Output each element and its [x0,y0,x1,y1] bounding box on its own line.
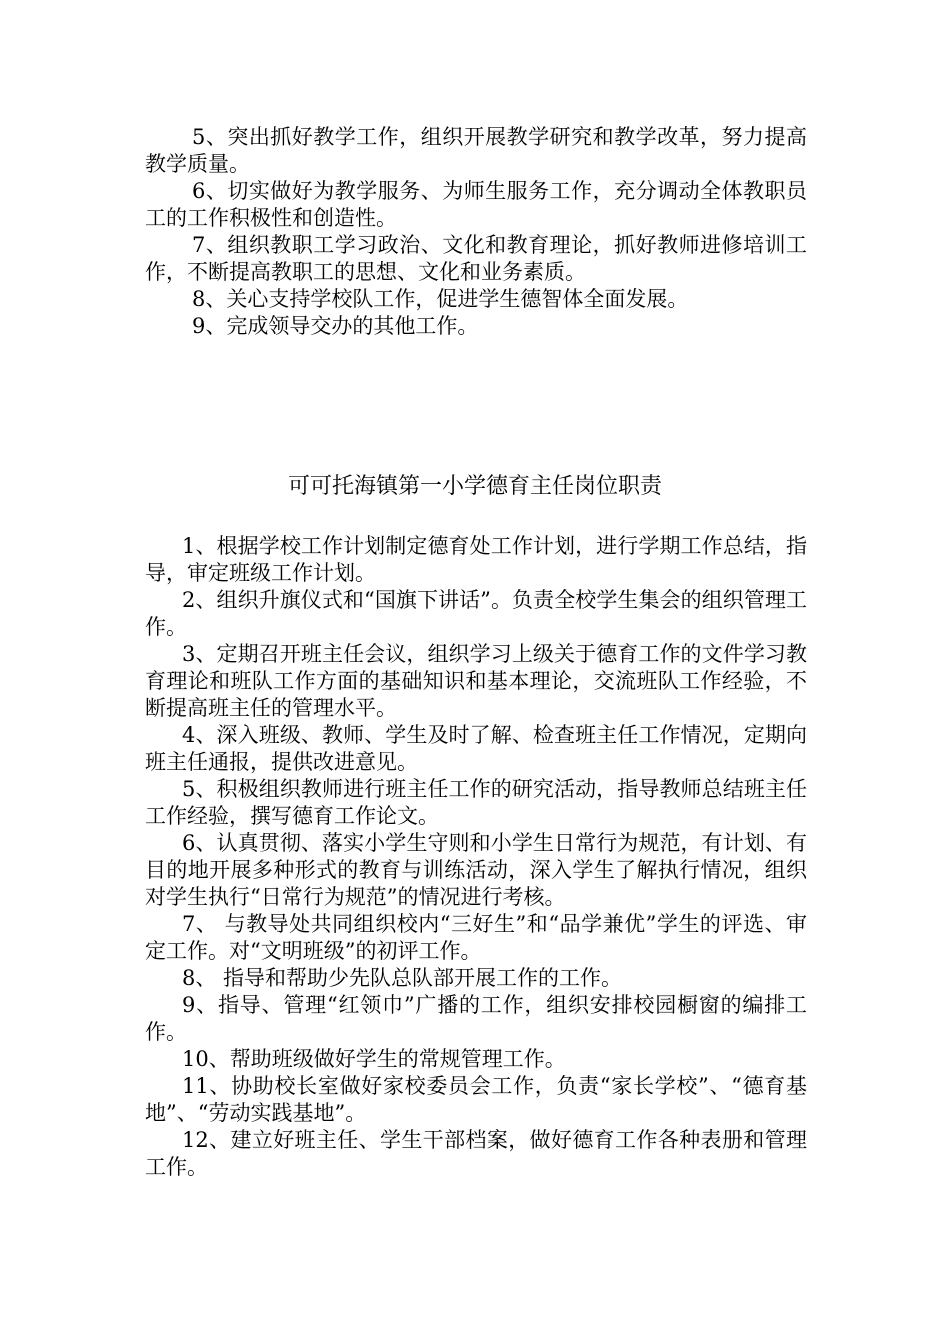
previous-duties-list [145,124,807,340]
list-item: 6、认真贯彻、落实小学生守则和小学生日常行为规范，有计划、有目的地开展多种形式的教育与训练活动，深入学生了解执行情况，组织对学生执行“日常行为规范”的情况进行考核。 [145,831,807,909]
list-item: 9、完成领导交办的其他工作。 [192,314,479,338]
list-item: 9、指导、管理“红领巾”广播的工作，组织安排校园橱窗的编排工作。 [145,993,807,1044]
list-item: 5、积极组织教师进行班主任工作的研究活动，指导教师总结班主任工作经验，撰写德育工作论文。 [145,777,807,828]
list-item: 10、帮助班级做好学生的常规管理工作。 [182,1047,566,1071]
list-item: 6、切实做好为教学服务、为师生服务工作，充分调动全体教职员工的工作积极性和创造性。 [145,179,807,230]
list-item: 8、关心支持学校队工作，促进学生德智体全面发展。 [192,287,689,311]
section-title: 可可托海镇第一小学德育主任岗位职责 [287,474,662,499]
list-item: 8、 指导和帮助少先队总队部开展工作的工作。 [182,966,623,990]
list-item: 2、组织升旗仪式和“国旗下讲话”。负责全校学生集会的组织管理工作。 [145,588,807,639]
list-item: 5、突出抓好教学工作，组织开展教学研究和教学改革，努力提高教学质量。 [145,125,807,176]
moral-education-duties-list [145,533,807,1181]
list-item: 4、深入班级、教师、学生及时了解、检查班主任工作情况，定期向班主任通报，提供改进意见。 [145,723,807,774]
list-item: 1、根据学校工作计划制定德育处工作计划，进行学期工作总结，指导，审定班级工作计划。 [145,534,807,585]
list-item: 12、建立好班主任、学生干部档案，做好德育工作各种表册和管理工作。 [145,1128,807,1179]
list-item: 11、协助校长室做好家校委员会工作，负责“家长学校”、“德育基地”、“劳动实践基地”。 [145,1074,807,1125]
list-item: 7、 与教导处共同组织校内“三好生”和“品学兼优”学生的评选、审定工作。对“文明班级”的初评工作。 [145,912,807,963]
list-item: 7、组织教职工学习政治、文化和教育理论，抓好教师进修培训工作，不断提高教职工的思想、文化和业务素质。 [145,233,807,284]
list-item: 3、定期召开班主任会议，组织学习上级关于德育工作的文件学习教育理论和班队工作方面的基础知识和基本理论，交流班队工作经验，不断提高班主任的管理水平。 [145,642,807,720]
